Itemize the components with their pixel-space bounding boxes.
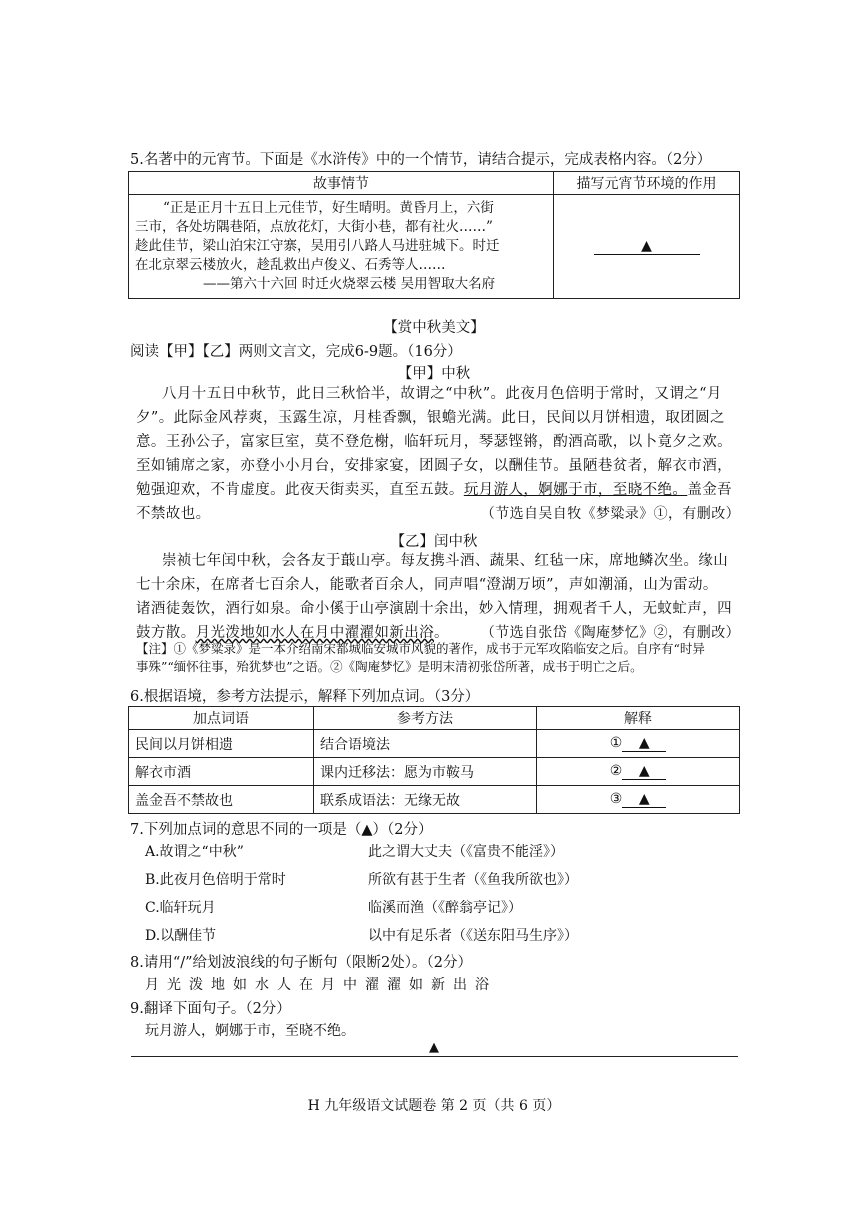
jia-line: 至如铺席之家，亦登小小月台，安排家宴，团圆子女，以酬佳节。虽陋巷贫者，解衣市酒， <box>136 458 732 474</box>
jia-source: （节选自吴自牧《梦粱录》①，有删改） <box>480 506 740 522</box>
q6-table <box>128 706 740 814</box>
answer-blank[interactable]: ▲ <box>622 791 666 808</box>
explain-cell[interactable]: ③ ▲ <box>537 786 740 814</box>
yi-passage: 崇祯七年闰中秋，会各友于蕺山亭。每友携斗酒、蔬果、红毡一床，席地鳞次坐。缘山 七十余床，在席者七百余人，能歌者百余人，同声唱“澄湖万顷”，声如潮涌，山为雷动。 诸酒徒轰饮，酒行如泉。命小傒于山亭演剧十余出，妙入情理，拥观者千人，无蚊虻声，四 鼓方散。月光泼地如水人在月中濯濯如新出浴。 （节选自张岱《陶庵梦忆》②，有删改） <box>136 549 740 645</box>
q7-option-a[interactable]: A.故谓之“中秋” <box>145 844 244 860</box>
jia-line: 意。王孙公子，富家巨室，莫不登危榭，临轩玩月，琴瑟铿锵，酌酒高歌，以卜竟夕之欢。 <box>136 434 732 450</box>
table-row <box>129 786 740 814</box>
q6-header: 解释 <box>537 707 740 730</box>
answer-blank[interactable]: ▲ <box>622 763 666 780</box>
story-line: 在北京翠云楼放火，趁乱救出卢俊义、石秀等人…… <box>135 257 446 273</box>
q7-option-b-compare: 所欲有甚于生者（《鱼我所欲也》） <box>368 872 578 888</box>
story-line: 三市，各处坊隅巷陌，点放花灯，大街小巷，都有社火……” <box>135 219 493 235</box>
method-hint: 课内迁移法：愿为市鞍马 <box>314 758 537 786</box>
q5-col2-header: 描写元宵节环境的作用 <box>554 172 740 195</box>
q5-col1-header: 故事情节 <box>129 172 554 195</box>
explain-cell[interactable]: ② ▲ <box>537 758 740 786</box>
dotted-word: 盖金吾不禁故也 <box>129 786 314 814</box>
story-line: 趁此佳节，梁山泊宋江守寨，吴用引八路人马进驻城下。时迁 <box>135 238 500 254</box>
q7-option-c-compare: 临溪而渔（《醉翁亭记》） <box>368 900 522 916</box>
jia-title: 【甲】中秋 <box>397 366 471 382</box>
yi-title: 【乙】闰中秋 <box>390 534 478 550</box>
q7-option-d-compare: 以中有足乐者（《送东阳马生序》） <box>368 928 578 944</box>
dotted-word: 解衣市酒 <box>129 758 314 786</box>
q8-sentence[interactable]: 月光泼地如水人在月中濯濯如新出浴 <box>145 977 497 993</box>
page-footer: H 九年级语文试题卷 第 2 页（共 6 页） <box>307 1098 561 1114</box>
q7-option-b[interactable]: B.此夜月色倍明于常时 <box>145 872 286 888</box>
dotted-word: 民间以月饼相遗 <box>129 730 314 758</box>
q5-table <box>128 171 740 299</box>
q7-option-d[interactable]: D.以酬佳节 <box>145 928 217 944</box>
answer-line[interactable] <box>131 1056 738 1057</box>
q5-answer-cell[interactable] <box>554 195 740 299</box>
yi-source: （节选自张岱《陶庵梦忆》②，有删改） <box>480 625 740 641</box>
q7-prompt: 7.下列加点词的意思不同的一项是（▲）（2分） <box>130 822 433 838</box>
story-line: “正是正月十五日上元佳节，好生晴明。黄昏月上，六街 <box>163 200 494 216</box>
q9-answer-marker[interactable]: ▲ <box>429 1040 439 1055</box>
q5-story-cell <box>129 195 554 299</box>
q7-option-a-compare: 此之谓大丈夫（《富贵不能淫》） <box>368 844 564 860</box>
note-line: 【注】①《梦粱录》是一本介绍南宋都城临安城市风貌的著作，成书于元军攻陷临安之后。自序有“时异 <box>136 641 705 656</box>
jia-passage <box>136 382 740 526</box>
wavy-sentence: 月光泼地如水人在月中濯濯如新出浴 <box>195 625 435 641</box>
q6-header: 参考方法 <box>314 707 537 730</box>
section-title: 【赏中秋美文】 <box>383 320 485 336</box>
method-hint: 联系成语法：无缘无故 <box>314 786 537 814</box>
jia-line: 八月十五日中秋节，此日三秋恰半，故谓之“中秋”。此夜月色倍明于常时，又谓之“月 <box>162 386 722 402</box>
q6-header: 加点词语 <box>129 707 314 730</box>
note-line: 事殊”“缅怀往事，殆犹梦也”之语。②《陶庵梦忆》是明末清初张岱所著，成书于明亡之后。 <box>136 659 643 674</box>
reading-intro: 阅读【甲】【乙】两则文言文，完成6-9题。（16分） <box>130 344 462 360</box>
table-row <box>129 758 740 786</box>
answer-blank[interactable]: ▲ <box>594 238 700 255</box>
jia-line: 勉强迎欢，不肯虚度。此夜天街卖买，直至五鼓。玩月游人，婀娜于市，至晓不绝。盖金吾 <box>136 482 733 498</box>
q6-prompt: 6.根据语境，参考方法提示，解释下列加点词。（3分） <box>130 689 480 705</box>
q5-prompt: 5.名著中的元宵节。下面是《水浒传》中的一个情节，请结合提示，完成表格内容。（2分） <box>130 152 712 168</box>
answer-blank[interactable]: ▲ <box>622 735 666 752</box>
underlined-sentence: 玩月游人，婀娜于市，至晓不绝。 <box>463 482 688 498</box>
q8-prompt: 8.请用“/”给划波浪线的句子断句（限断2处）。（2分） <box>130 955 472 971</box>
story-source: ——第六十六回 时迁火烧翠云楼 吴用智取大名府 <box>203 276 496 292</box>
q7-option-c[interactable]: C.临轩玩月 <box>145 900 216 916</box>
table-row <box>129 730 740 758</box>
explain-cell[interactable]: ① ▲ <box>537 730 740 758</box>
yi-line: 崇祯七年闰中秋，会各友于蕺山亭。每友携斗酒、蔬果、红毡一床，席地鳞次坐。缘山 <box>162 553 729 569</box>
yi-line: 七十余床，在席者七百余人，能歌者百余人，同声唱“澄湖万顷”，声如潮涌，山为雷动。 <box>136 577 718 593</box>
q9-prompt: 9.翻译下面句子。（2分） <box>130 1001 291 1017</box>
q9-sentence: 玩月游人，婀娜于市，至晓不绝。 <box>145 1023 355 1039</box>
yi-line: 诸酒徒轰饮，酒行如泉。命小傒于山亭演剧十余出，妙入情理，拥观者千人，无蚊虻声，四 <box>136 601 732 617</box>
jia-line: 夕”。此际金风荐爽，玉露生凉，月桂香飘，银蟾光满。此日，民间以月饼相遗，取团圆之 <box>136 410 725 426</box>
annotation-note <box>136 640 705 676</box>
jia-line: 不禁故也。 <box>136 506 211 522</box>
method-hint: 结合语境法 <box>314 730 537 758</box>
